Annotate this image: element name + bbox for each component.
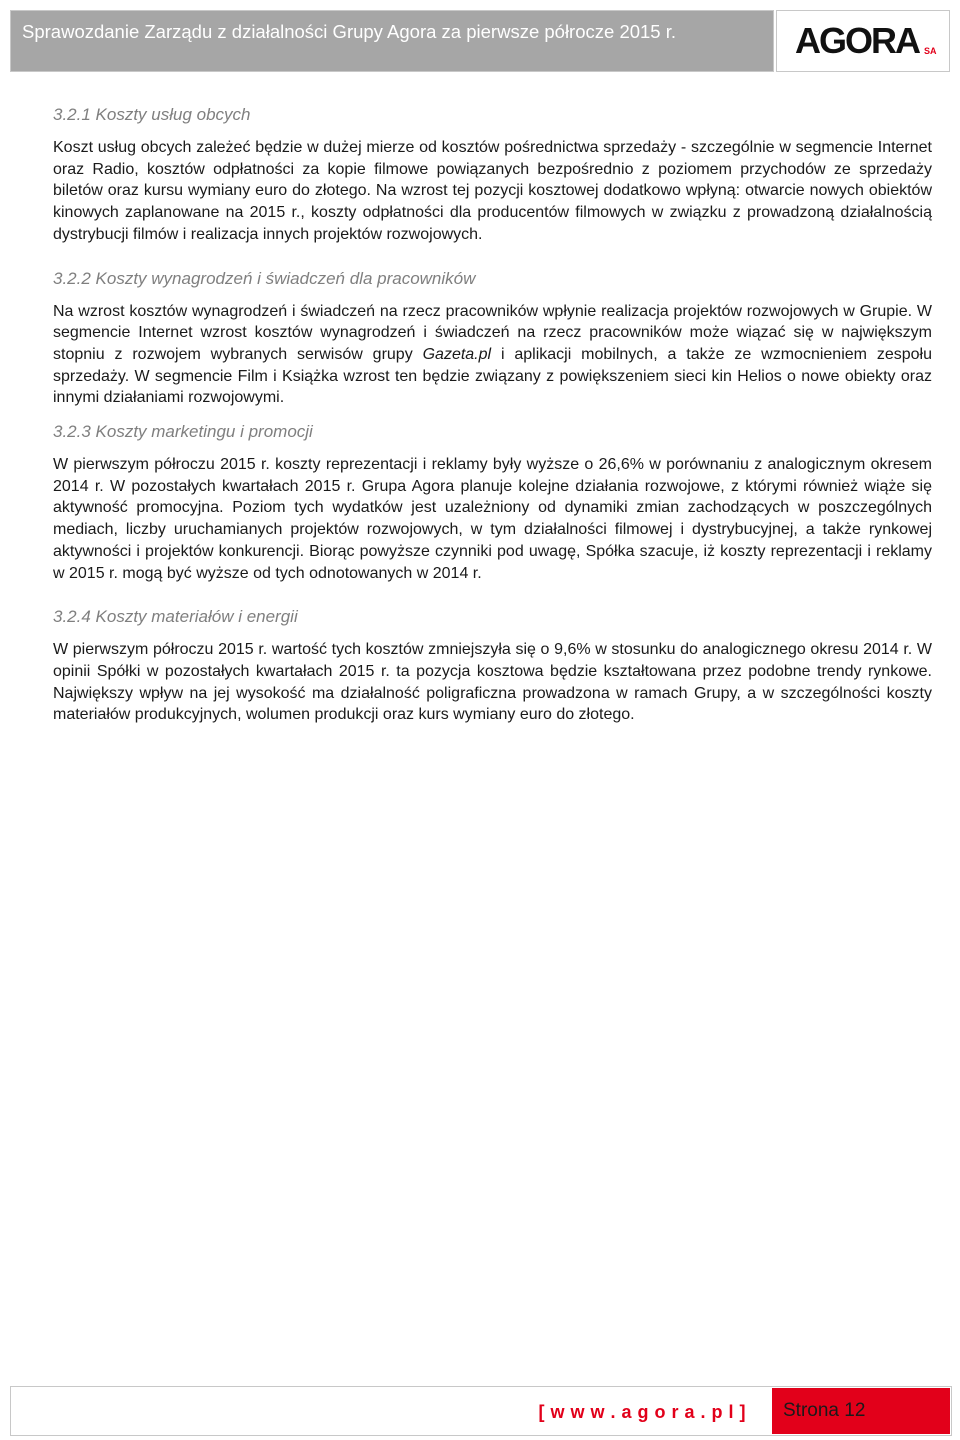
section-heading: 3.2.4 Koszty materiałów i energii [53,607,298,627]
paragraph-text: Koszt usług obcych zależeć będzie w dużej mierze od kosztów pośrednictwa sprzedaży - szczególnie w segmencie Internet oraz Radio, kosztów odpłatności za kopie filmowe powiązanych bezpośrednio z poziomem przychodów ze sprzedaży biletów oraz kursu wymiany euro do złotego. Na wzrost tej pozycji kosztowej dodatkowo wpłyną: otwarcie nowych obiektów kinowych zaplanowane na 2015 r., koszty odpłatności dla producentów filmowych w związku z prowadzoną działalnością dystrybucji filmów i realizacja innych projektów rozwojowych. [53,139,932,243]
paragraph-text: Na wzrost kosztów wynagrodzeń i świadczeń na rzecz pracowników wpłynie realizacja projektów rozwojowych w Grupie. W segmencie Internet wzrost kosztów wynagrodzeń i świadczeń na rzecz pracowników może wiązać się w największym stopniu z rozwojem wybranych serwisów grupy [53,302,932,363]
page-footer [10,1386,952,1436]
page-number-label: Strona 12 [783,1400,866,1421]
paragraph-text: W pierwszym półroczu 2015 r. wartość tych kosztów zmniejszyła się o 9,6% w stosunku do analogicznego okresu 2014 r. W opinii Spółki w pozostałych kwartałach 2015 r. ta pozycja kosztowa będzie kształtowana przez podobne trendy rynkowe. Największy wpływ na jej wysokość ma działalność poligraficzna prowadzona w ramach Grupy, a w szczególności koszty materiałów produkcyjnych, wolumen produkcji oraz kurs wymiany euro do złotego. [53,641,932,724]
paragraph-text: i aplikacji mobilnych, a także ze wzmocnieniem zespołu sprzedaży. W segmencie Film i Książka wzrost ten będzie związany z powiększeniem sieci kin Helios o nowe obiekty oraz innymi działaniami rozwojowymi. [53,345,933,407]
section-paragraph [53,137,932,246]
logo-suffix: SA [924,46,937,56]
section-3-2-2 [53,268,932,410]
website-address: [ w w w . a g o r a . p l ] [538,1402,746,1422]
section-paragraph [53,639,932,726]
section-3-2-1 [53,104,932,246]
report-header-bar [10,10,774,72]
section-heading: 3.2.3 Koszty marketingu i promocji [53,422,313,442]
page-number-box [772,1388,950,1434]
italic-brand-name: Gazeta.pl [422,345,492,363]
agora-logo [776,10,950,72]
report-title: Sprawozdanie Zarządu z działalności Grupy Agora za pierwsze półrocze 2015 r. [22,21,677,42]
section-heading: 3.2.1 Koszty usług obcych [53,105,251,124]
logo-wordmark: AGORA [795,20,919,61]
section-3-2-4 [53,606,932,726]
section-3-2-3 [53,421,932,584]
section-paragraph [53,454,932,584]
report-body [53,104,932,748]
section-paragraph [53,301,932,410]
section-heading: 3.2.2 Koszty wynagrodzeń i świadczeń dla pracowników [53,268,476,288]
paragraph-text: W pierwszym półroczu 2015 r. koszty reprezentacji i reklamy były wyższe o 26,6% w porównaniu z analogicznym okresem 2014 r. W pozostałych kwartałach 2015 r. Grupa Agora planuje kolejne działania rozwojowe, z którymi również wiąże się aktywność promocyjna. Poziom tych wydatków jest uzależniony od dynamiki zmian zachodzących w poszczególnych mediach, liczby uruchamianych projektów rozwojowych, w tym działalności filmowej i dystrybucyjnej, a także rynkowej aktywności i projektów konkurencji. Biorąc powyższe czynniki pod uwagę, Spółka szacuje, iż koszty reprezentacji i reklamy w 2015 r. mogą być wyższe od tych odnotowanych w 2014 r. [53,456,932,582]
